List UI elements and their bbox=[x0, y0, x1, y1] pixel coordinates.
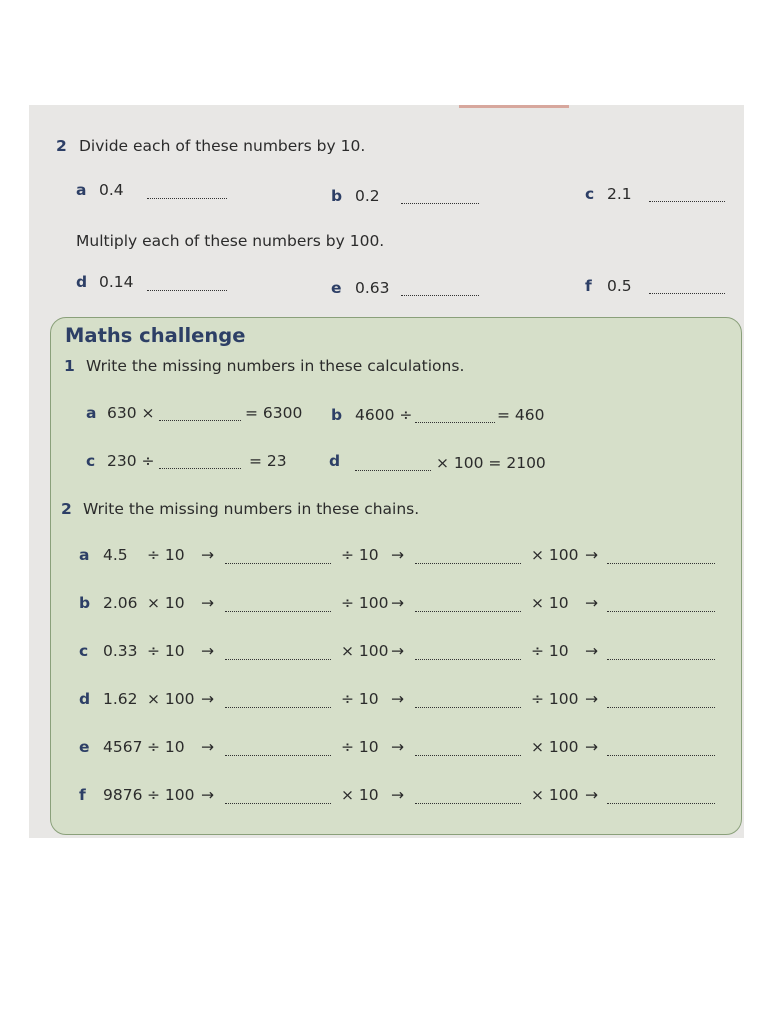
chain-op: ÷ 10 bbox=[147, 546, 185, 564]
chain-op: × 100 bbox=[531, 738, 579, 756]
chain-op: ÷ 10 bbox=[341, 690, 379, 708]
calc-left: 4600 ÷ bbox=[355, 406, 413, 424]
answer-blank[interactable] bbox=[225, 611, 331, 612]
calc-right: × 100 = 2100 bbox=[436, 454, 546, 472]
chain-label: f bbox=[79, 786, 86, 804]
chain-op: × 10 bbox=[341, 786, 379, 804]
chain-start: 9876 bbox=[103, 786, 143, 804]
chain-arrow: → bbox=[391, 690, 404, 708]
answer-blank[interactable] bbox=[415, 755, 521, 756]
item-label: b bbox=[331, 406, 343, 424]
answer-blank[interactable] bbox=[225, 659, 331, 660]
chain-start: 4567 bbox=[103, 738, 143, 756]
item-label: b bbox=[331, 187, 343, 205]
chain-arrow: → bbox=[391, 786, 404, 804]
page-edge bbox=[459, 105, 569, 108]
worksheet-photo bbox=[29, 105, 744, 838]
answer-blank[interactable] bbox=[355, 470, 431, 471]
question-instruction: Divide each of these numbers by 10. bbox=[79, 137, 366, 155]
item-label: a bbox=[86, 404, 97, 422]
item-value: 0.63 bbox=[355, 279, 390, 297]
maths-challenge-box bbox=[50, 317, 742, 835]
item-value: 2.1 bbox=[607, 185, 632, 203]
chain-start: 2.06 bbox=[103, 594, 138, 612]
item-label: f bbox=[585, 277, 592, 295]
answer-blank[interactable] bbox=[649, 293, 725, 294]
answer-blank[interactable] bbox=[225, 563, 331, 564]
chain-label: b bbox=[79, 594, 91, 612]
item-label: c bbox=[86, 452, 96, 470]
chain-arrow: → bbox=[391, 738, 404, 756]
item-value: 0.5 bbox=[607, 277, 632, 295]
item-label: a bbox=[76, 181, 87, 199]
item-label: d bbox=[329, 452, 341, 470]
item-label: d bbox=[76, 273, 88, 291]
chain-arrow: → bbox=[585, 690, 598, 708]
chain-op: × 10 bbox=[531, 594, 569, 612]
chain-op: × 10 bbox=[147, 594, 185, 612]
answer-blank[interactable] bbox=[147, 198, 227, 199]
answer-blank[interactable] bbox=[401, 203, 479, 204]
answer-blank[interactable] bbox=[607, 563, 715, 564]
calc-right: = 6300 bbox=[245, 404, 303, 422]
answer-blank[interactable] bbox=[225, 803, 331, 804]
chain-arrow: → bbox=[201, 546, 214, 564]
chain-op: ÷ 10 bbox=[147, 738, 185, 756]
chain-op: ÷ 100 bbox=[147, 786, 195, 804]
question-instruction: Write the missing numbers in these calculations. bbox=[86, 357, 465, 375]
chain-label: d bbox=[79, 690, 91, 708]
answer-blank[interactable] bbox=[415, 611, 521, 612]
answer-blank[interactable] bbox=[415, 563, 521, 564]
item-label: e bbox=[331, 279, 342, 297]
item-value: 0.4 bbox=[99, 181, 124, 199]
answer-blank[interactable] bbox=[415, 803, 521, 804]
answer-blank[interactable] bbox=[415, 422, 495, 423]
calc-left: 630 × bbox=[107, 404, 155, 422]
answer-blank[interactable] bbox=[415, 659, 521, 660]
chain-op: ÷ 10 bbox=[341, 738, 379, 756]
question-number: 1 bbox=[64, 357, 75, 375]
answer-blank[interactable] bbox=[607, 755, 715, 756]
item-label: c bbox=[585, 185, 595, 203]
chain-arrow: → bbox=[585, 546, 598, 564]
chain-arrow: → bbox=[391, 642, 404, 660]
chain-op: × 100 bbox=[147, 690, 195, 708]
answer-blank[interactable] bbox=[159, 468, 241, 469]
calc-right: = 23 bbox=[249, 452, 287, 470]
chain-arrow: → bbox=[585, 594, 598, 612]
question-number: 2 bbox=[56, 137, 67, 155]
answer-blank[interactable] bbox=[147, 290, 227, 291]
answer-blank[interactable] bbox=[159, 420, 241, 421]
chain-op: × 100 bbox=[341, 642, 389, 660]
chain-start: 1.62 bbox=[103, 690, 138, 708]
item-value: 0.14 bbox=[99, 273, 134, 291]
item-value: 0.2 bbox=[355, 187, 380, 205]
answer-blank[interactable] bbox=[415, 707, 521, 708]
chain-op: ÷ 10 bbox=[341, 546, 379, 564]
chain-op: ÷ 100 bbox=[341, 594, 389, 612]
answer-blank[interactable] bbox=[607, 611, 715, 612]
chain-arrow: → bbox=[201, 690, 214, 708]
chain-op: × 100 bbox=[531, 546, 579, 564]
calc-left: 230 ÷ bbox=[107, 452, 155, 470]
chain-op: ÷ 10 bbox=[147, 642, 185, 660]
chain-start: 4.5 bbox=[103, 546, 128, 564]
chain-arrow: → bbox=[391, 546, 404, 564]
chain-arrow: → bbox=[391, 594, 404, 612]
chain-arrow: → bbox=[201, 786, 214, 804]
answer-blank[interactable] bbox=[225, 707, 331, 708]
chain-arrow: → bbox=[585, 642, 598, 660]
chain-start: 0.33 bbox=[103, 642, 138, 660]
chain-op: ÷ 10 bbox=[531, 642, 569, 660]
chain-op: × 100 bbox=[531, 786, 579, 804]
chain-label: a bbox=[79, 546, 90, 564]
answer-blank[interactable] bbox=[401, 295, 479, 296]
challenge-title: Maths challenge bbox=[65, 324, 246, 347]
question-number: 2 bbox=[61, 500, 72, 518]
chain-arrow: → bbox=[201, 738, 214, 756]
answer-blank[interactable] bbox=[607, 707, 715, 708]
calc-right: = 460 bbox=[497, 406, 545, 424]
answer-blank[interactable] bbox=[607, 659, 715, 660]
chain-arrow: → bbox=[585, 738, 598, 756]
chain-label: e bbox=[79, 738, 90, 756]
answer-blank[interactable] bbox=[607, 803, 715, 804]
question-instruction: Write the missing numbers in these chains. bbox=[83, 500, 420, 518]
chain-arrow: → bbox=[201, 594, 214, 612]
question-instruction-2: Multiply each of these numbers by 100. bbox=[76, 232, 385, 250]
chain-arrow: → bbox=[585, 786, 598, 804]
chain-label: c bbox=[79, 642, 89, 660]
answer-blank[interactable] bbox=[225, 755, 331, 756]
chain-arrow: → bbox=[201, 642, 214, 660]
answer-blank[interactable] bbox=[649, 201, 725, 202]
chain-op: ÷ 100 bbox=[531, 690, 579, 708]
